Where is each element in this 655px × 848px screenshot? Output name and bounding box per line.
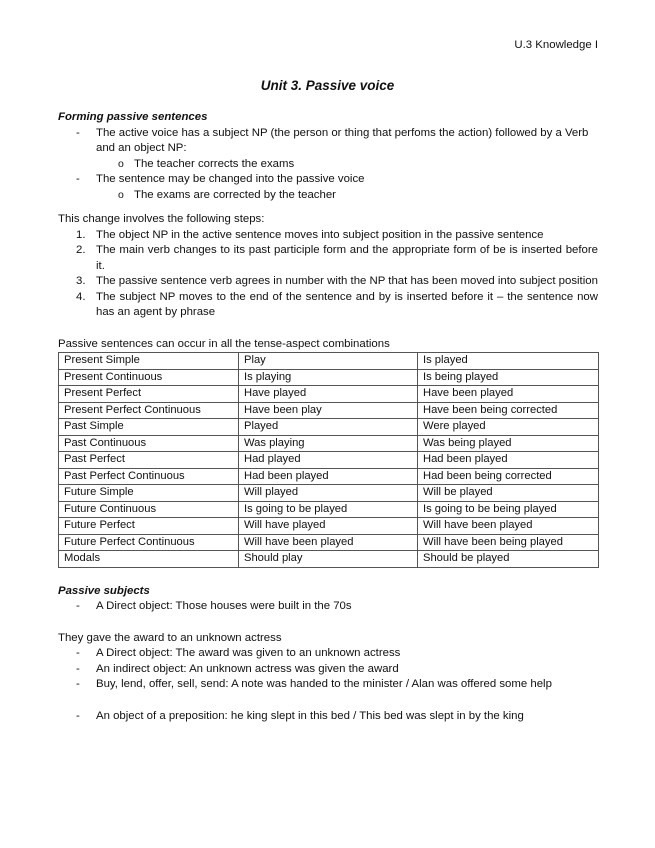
- step-text: The passive sentence verb agrees in number with the NP that has been moved into subject position: [96, 275, 598, 287]
- list-item: - An indirect object: An unknown actress was given the award: [58, 662, 598, 678]
- step-number: 4.: [76, 290, 86, 303]
- list-item-text: The active voice has a subject NP (the person or thing that perfoms the action) followed by a Verb and an object NP:: [96, 126, 589, 154]
- active-cell: Had been played: [239, 468, 418, 485]
- passive-cell: Will have been being played: [418, 534, 599, 551]
- list-item-text: The sentence may be changed into the passive voice: [96, 173, 365, 185]
- passive-cell: Have been being corrected: [418, 402, 599, 419]
- table-row: [59, 518, 599, 535]
- active-cell: Will have played: [239, 518, 418, 535]
- tense-cell: Future Simple: [59, 485, 239, 502]
- steps-intro: This change involves the following steps:: [58, 213, 265, 225]
- active-cell: Was playing: [239, 435, 418, 452]
- table-row: [59, 435, 599, 452]
- list-item: [58, 126, 598, 173]
- table-row: [59, 386, 599, 403]
- sub-list: [58, 188, 598, 204]
- passive-cell: Is going to be being played: [418, 501, 599, 518]
- sub-list: [58, 157, 598, 173]
- passive-cell: Had been played: [418, 452, 599, 469]
- list-item: - A Direct object: The award was given to an unknown actress: [58, 646, 598, 662]
- table-row: [59, 501, 599, 518]
- passive-cell: Had been being corrected: [418, 468, 599, 485]
- passive-cell: Was being played: [418, 435, 599, 452]
- active-cell: Will played: [239, 485, 418, 502]
- section-heading-subjects: Passive subjects: [58, 584, 150, 597]
- passive-cell: Should be played: [418, 551, 599, 568]
- active-cell: Played: [239, 419, 418, 436]
- tense-cell: Future Continuous: [59, 501, 239, 518]
- tense-cell: Past Perfect Continuous: [59, 468, 239, 485]
- passive-cell: Have been played: [418, 386, 599, 403]
- active-cell: Have played: [239, 386, 418, 403]
- tense-cell: Present Continuous: [59, 369, 239, 386]
- list-item: - A Direct object: Those houses were built in the 70s: [58, 599, 598, 615]
- subjects-list-1: [58, 599, 598, 615]
- subjects-intro: They gave the award to an unknown actress: [58, 631, 282, 644]
- step-text: The main verb changes to its past participle form and the appropriate form of be is inserted before it.: [96, 244, 598, 272]
- list-item: - An object of a preposition: he king slept in this bed / This bed was slept in by the king: [58, 709, 598, 725]
- active-cell: Will have been played: [239, 534, 418, 551]
- passive-cell: Is being played: [418, 369, 599, 386]
- table-row: [59, 419, 599, 436]
- step-text: The object NP in the active sentence moves into subject position in the passive sentence: [96, 228, 544, 241]
- active-cell: Is playing: [239, 369, 418, 386]
- header-label: U.3 Knowledge I: [514, 39, 598, 51]
- step-item: [58, 228, 598, 244]
- tense-table: [58, 352, 599, 568]
- table-row: [59, 485, 599, 502]
- subjects-list-3: [58, 709, 598, 725]
- passive-cell: Will be played: [418, 485, 599, 502]
- active-cell: Should play: [239, 551, 418, 568]
- step-item: [58, 243, 598, 274]
- forming-list: [58, 126, 598, 204]
- table-row: [59, 468, 599, 485]
- list-item: - Buy, lend, offer, sell, send: A note was handed to the minister / Alan was offered some help: [58, 677, 598, 693]
- tense-cell: Past Continuous: [59, 435, 239, 452]
- sub-list-item: o The teacher corrects the exams: [58, 157, 598, 173]
- step-number: 3.: [76, 275, 86, 287]
- tense-cell: Present Perfect Continuous: [59, 402, 239, 419]
- table-row: [59, 353, 599, 370]
- tense-cell: Modals: [59, 551, 239, 568]
- active-cell: Had played: [239, 452, 418, 469]
- step-text: The subject NP moves to the end of the sentence and by is inserted before it – the sentence now has an agent by phrase: [96, 290, 598, 318]
- tense-cell: Present Perfect: [59, 386, 239, 403]
- section-heading-forming: Forming passive sentences: [58, 111, 208, 123]
- table-row: [59, 534, 599, 551]
- steps-list: [58, 228, 598, 321]
- active-cell: Have been play: [239, 402, 418, 419]
- active-cell: Is going to be played: [239, 501, 418, 518]
- table-caption: Passive sentences can occur in all the tense-aspect combinations: [58, 337, 390, 350]
- tense-cell: Past Perfect: [59, 452, 239, 469]
- tense-cell: Future Perfect: [59, 518, 239, 535]
- passive-cell: Were played: [418, 419, 599, 436]
- active-cell: Play: [239, 353, 418, 370]
- table-row: [59, 402, 599, 419]
- tense-cell: Past Simple: [59, 419, 239, 436]
- table-row: [59, 551, 599, 568]
- document-body: [58, 110, 598, 724]
- step-item: [58, 290, 598, 321]
- list-item: [58, 172, 598, 203]
- table-row: [59, 452, 599, 469]
- passive-cell: Is played: [418, 353, 599, 370]
- tense-cell: Future Perfect Continuous: [59, 534, 239, 551]
- sub-list-item: o The exams are corrected by the teacher: [58, 188, 598, 204]
- page-title: Unit 3. Passive voice: [260, 78, 395, 93]
- step-number: 2.: [76, 244, 86, 256]
- subjects-list-2: [58, 646, 598, 693]
- tense-cell: Present Simple: [59, 353, 239, 370]
- table-row: [59, 369, 599, 386]
- step-number: 1.: [76, 228, 86, 241]
- step-item: [58, 274, 598, 290]
- passive-cell: Will have been played: [418, 518, 599, 535]
